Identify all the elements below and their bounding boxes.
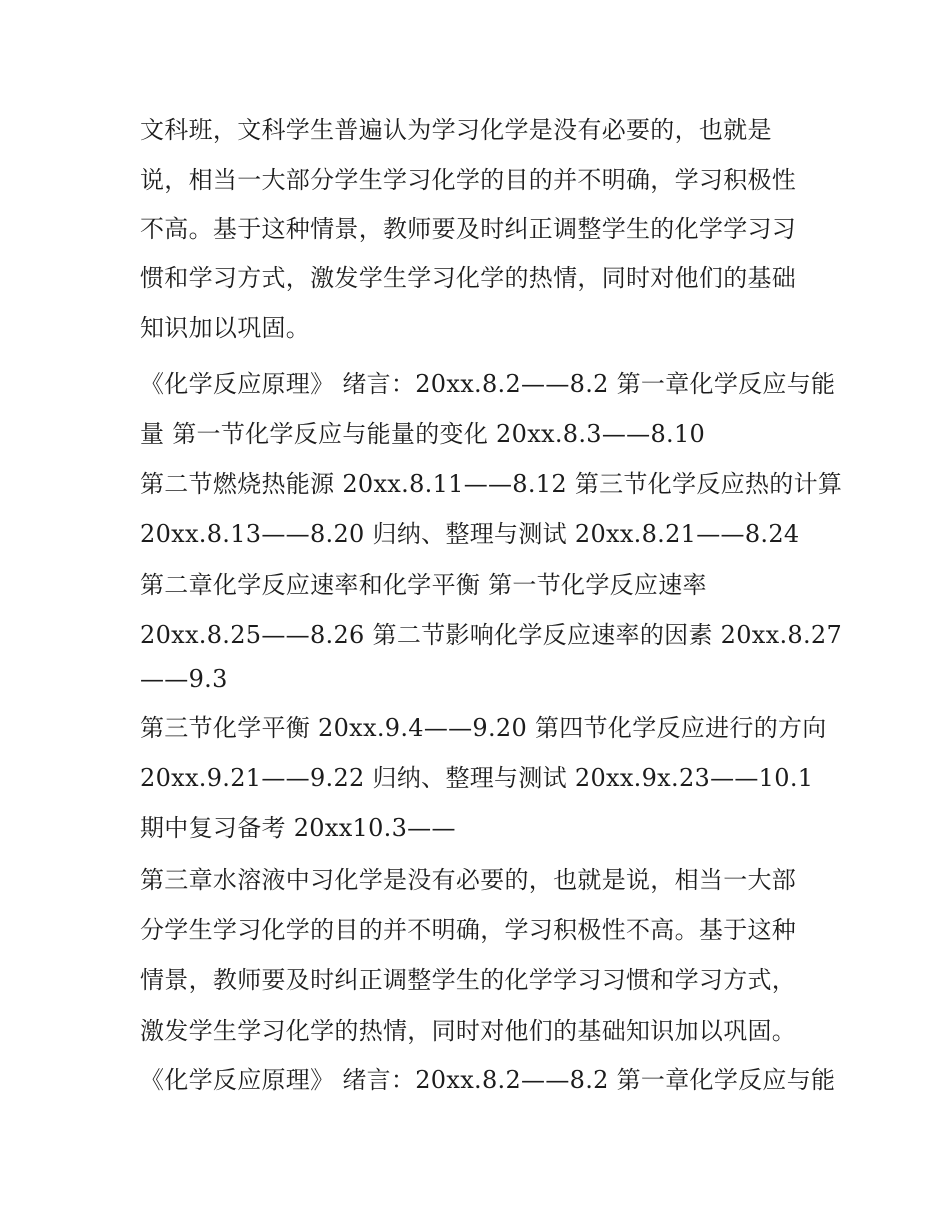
text-line: 20xx.8.13——8.20 归纳、整理与测试 20xx.8.21——8.24 <box>140 520 800 548</box>
text-line: 第二节燃烧热能源 20xx.8.11——8.12 第三节化学反应热的计算 <box>140 470 843 498</box>
text-line: 情景，教师要及时纠正调整学生的化学学习习惯和学习方式， <box>140 966 797 994</box>
text-line: 20xx.9.21——9.22 归纳、整理与测试 20xx.9x.23——10.1 <box>140 764 814 792</box>
text-line: 第三章水溶液中习化学是没有必要的，也就是说，相当一大部 <box>140 866 797 894</box>
text-line: 不高。基于这种情景，教师要及时纠正调整学生的化学学习习 <box>140 215 797 243</box>
text-line: 分学生学习化学的目的并不明确，学习积极性不高。基于这种 <box>140 916 797 944</box>
text-line: 惯和学习方式，激发学生学习化学的热情，同时对他们的基础 <box>140 264 797 292</box>
text-line: 20xx.8.25——8.26 第二节影响化学反应速率的因素 20xx.8.27 <box>140 621 843 649</box>
text-line: 第二章化学反应速率和化学平衡 第一节化学反应速率 <box>140 571 707 599</box>
text-line: 文科班，文科学生普遍认为学习化学是没有必要的，也就是 <box>140 116 772 144</box>
text-line: 说，相当一大部分学生学习化学的目的并不明确，学习积极性 <box>140 166 797 194</box>
text-line: 第三节化学平衡 20xx.9.4——9.20 第四节化学反应进行的方向 <box>140 714 827 742</box>
text-line: 《化学反应原理》 绪言：20xx.8.2——8.2 第一章化学反应与能 <box>140 370 836 398</box>
text-line: 期中复习备考 20xx10.3—— <box>140 814 456 842</box>
text-line: 知识加以巩固。 <box>140 314 311 342</box>
text-line: 激发学生学习化学的热情，同时对他们的基础知识加以巩固。 <box>140 1017 797 1045</box>
text-line: 量 第一节化学反应与能量的变化 20xx.8.3——8.10 <box>140 420 706 448</box>
text-line: ——9.3 <box>140 665 228 693</box>
text-line: 《化学反应原理》 绪言：20xx.8.2——8.2 第一章化学反应与能 <box>140 1066 836 1094</box>
